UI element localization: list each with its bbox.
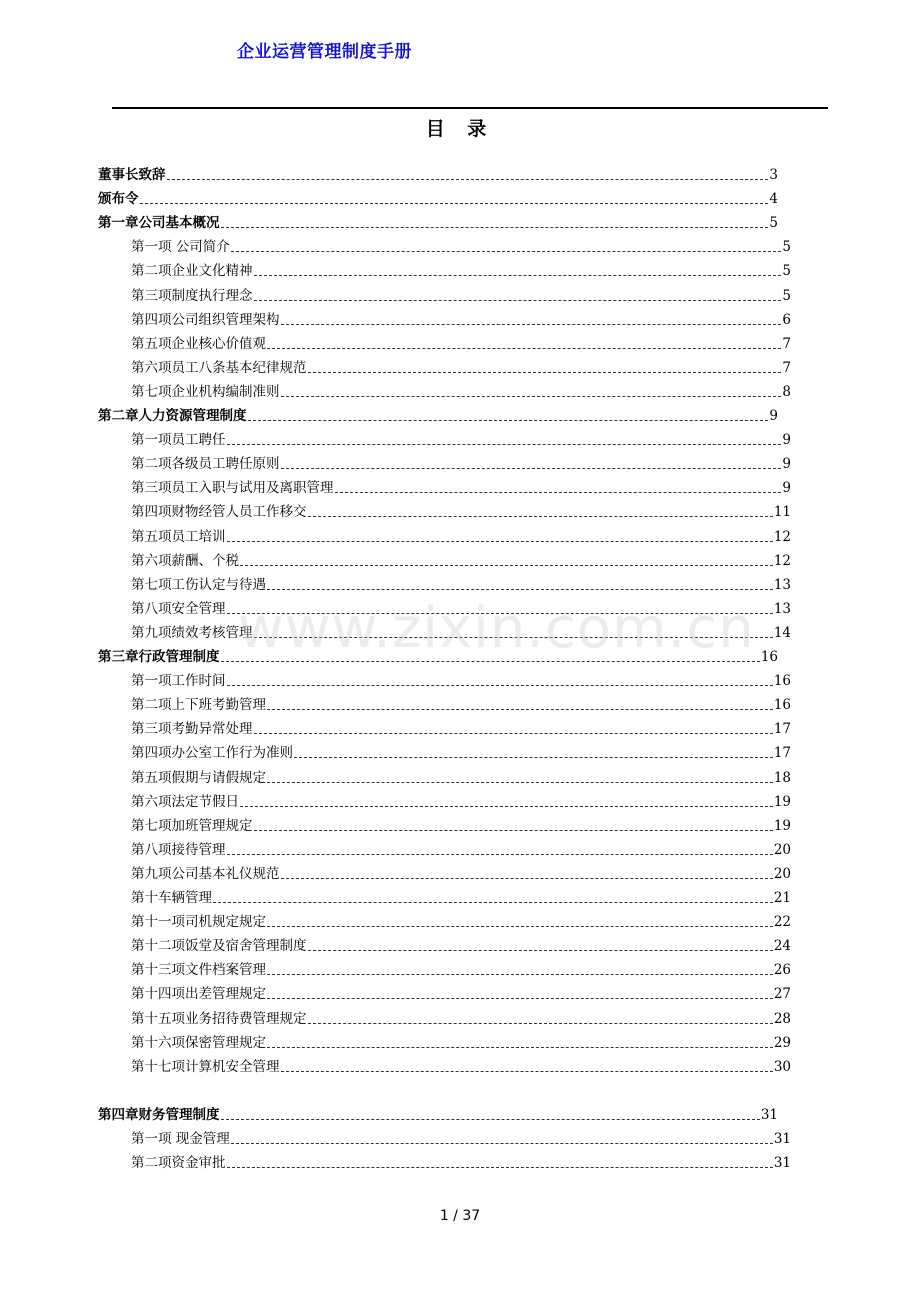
dot-leader [167,179,769,180]
toc-entry-page-number: 14 [773,624,791,641]
toc-entry-page-number: 31 [760,1106,778,1123]
dot-leader [221,1119,760,1120]
toc-entry-page-number: 8 [782,383,791,400]
toc-entry-page-number: 31 [773,1155,791,1171]
dot-leader [308,950,773,951]
dot-leader [140,203,769,204]
toc-entry-label: 第二项各级员工聘任原则 [131,456,280,473]
dot-leader [231,251,782,252]
dot-leader [308,516,773,517]
dot-leader [281,396,782,397]
toc-entry-label: 第一项员工聘任 [131,432,226,449]
toc-entry-page-number: 5 [782,263,791,280]
toc-entry-label: 第一章公司基本概况 [98,215,220,232]
toc-entry-label: 第三项员工入职与试用及离职管理 [131,480,334,497]
toc-entry-page-number: 18 [773,769,791,786]
toc-section-entry[interactable] [131,623,791,643]
dot-leader [281,878,773,879]
dot-leader [227,444,782,445]
toc-section-entry[interactable] [131,695,791,715]
toc-entry-page-number: 17 [773,721,791,738]
toc-entry-label: 第四项办公室工作行为准则 [131,745,293,762]
dot-leader [254,733,773,734]
toc-section-entry[interactable] [131,502,791,522]
toc-section-entry[interactable] [131,237,791,257]
dot-leader [281,1071,773,1072]
toc-section-entry[interactable] [131,912,791,932]
toc-section-entry[interactable] [131,816,791,836]
watermark: www.zixin.com.cn [238,596,755,661]
toc-section-entry[interactable] [131,358,791,378]
toc-entry-label: 第十三项文件档案管理 [131,962,266,979]
dot-leader [221,661,760,662]
toc-entry-page-number: 22 [773,914,791,931]
dot-leader [213,902,773,903]
toc-entry-label: 第五项假期与请假规定 [131,769,266,786]
dot-leader [281,468,782,469]
document-header-title: 企业运营管理制度手册 [237,42,412,62]
toc-entry-label: 第一项 公司简介 [131,239,230,256]
dot-leader [227,685,773,686]
dot-leader [227,613,773,614]
toc-section-entry[interactable] [131,1009,791,1029]
toc-entry-label: 第六项员工八条基本纪律规范 [131,359,307,376]
toc-entry-label: 董事长致辞 [98,167,166,183]
toc-entry-page-number: 19 [773,817,791,834]
toc-section-entry[interactable] [131,575,791,595]
toc-entry-label: 第三章行政管理制度 [98,649,220,665]
toc-section-entry[interactable] [131,1057,791,1077]
toc-entry-label: 第十六项保密管理规定 [131,1034,266,1051]
toc-section-entry[interactable] [131,1129,791,1149]
toc-section-entry[interactable] [131,454,791,474]
dot-leader [227,541,773,542]
toc-entry-label: 第五项企业核心价值观 [131,335,266,352]
toc-entry-label: 第九项公司基本礼仪规范 [131,865,280,882]
toc-entry-page-number: 21 [773,890,791,906]
toc-entry-page-number: 13 [773,600,791,617]
toc-section-entry[interactable] [131,1033,791,1053]
toc-chapter-entry[interactable] [98,406,778,426]
dot-leader [267,974,773,975]
toc-entry-page-number: 5 [782,287,791,304]
toc-entry-label: 第五项员工培训 [131,528,226,545]
toc-entry-page-number: 27 [773,986,791,1003]
toc-section-entry[interactable] [131,286,791,306]
toc-chapter-entry[interactable] [98,647,778,667]
dot-leader [308,1023,773,1024]
toc-entry-page-number: 9 [769,408,778,424]
toc-entry-page-number: 30 [773,1058,791,1075]
toc-entry-page-number: 9 [782,456,791,473]
toc-entry-page-number: 5 [769,215,778,232]
toc-entry-label: 第十四项出差管理规定 [131,986,266,1003]
dot-leader [267,926,773,927]
toc-entry-label: 第二项上下班考勤管理 [131,697,266,714]
toc-entry-label: 第四章财务管理制度 [98,1106,220,1123]
toc-section-entry[interactable] [131,478,791,498]
toc-entry-page-number: 31 [773,1130,791,1147]
toc-entry-page-number: 6 [782,311,791,328]
toc-entry-page-number: 3 [769,167,778,183]
toc-entry-page-number: 16 [760,649,778,665]
dot-leader [231,1143,773,1144]
dot-leader [248,420,769,421]
toc-entry-page-number: 24 [773,938,791,955]
toc-section-entry[interactable] [131,551,791,571]
toc-entry-label: 第八项安全管理 [131,600,226,617]
toc-entry-label: 第九项绩效考核管理 [131,624,253,641]
toc-chapter-entry[interactable] [98,189,778,209]
toc-entry-page-number: 9 [782,480,791,497]
toc-entry-label: 第八项接待管理 [131,841,226,858]
toc-entry-label: 第六项法定节假日 [131,793,239,810]
toc-section-entry[interactable] [131,430,791,450]
dot-leader [254,830,773,831]
toc-entry-page-number: 28 [773,1010,791,1027]
toc-entry-page-number: 4 [769,191,778,208]
toc-section-entry[interactable] [131,671,791,691]
toc-entry-label: 第七项企业机构编制准则 [131,383,280,400]
toc-section-entry[interactable] [131,1153,791,1173]
toc-entry-page-number: 26 [773,962,791,979]
dot-leader [267,1047,773,1048]
toc-entry-label: 第十二项饭堂及宿舍管理制度 [131,938,307,955]
toc-entry-label: 第三项考勤异常处理 [131,721,253,738]
toc-entry-page-number: 7 [782,335,791,352]
dot-leader [267,782,773,783]
toc-entry-label: 第十七项计算机安全管理 [131,1058,280,1075]
toc-entry-label: 颁布令 [98,191,139,208]
toc-entry-page-number: 13 [773,576,791,593]
dot-leader [240,565,773,566]
page-indicator: 1 / 37 [439,1208,481,1224]
toc-entry-page-number: 5 [782,239,791,256]
toc-section-entry[interactable] [131,936,791,956]
toc-entry-page-number: 12 [773,528,791,545]
toc-entry-page-number: 16 [773,673,791,690]
toc-entry-label: 第十一项司机规定规定 [131,914,266,931]
dot-leader [227,1167,773,1168]
dot-leader [294,757,773,758]
toc-section-entry[interactable] [131,599,791,619]
toc-entry-label: 第一项工作时间 [131,673,226,690]
toc-section-entry[interactable] [131,743,791,763]
toc-entry-page-number: 19 [773,793,791,810]
toc-section-entry[interactable] [131,888,791,908]
toc-section-entry[interactable] [131,792,791,812]
toc-section-entry[interactable] [131,310,791,330]
toc-chapter-entry[interactable] [98,213,778,233]
dot-leader [335,492,782,493]
dot-leader [281,324,782,325]
dot-leader [254,637,773,638]
toc-entry-label: 第四项财物经管人员工作移交 [131,504,307,521]
toc-entry-page-number: 29 [773,1034,791,1051]
toc-entry-page-number: 17 [773,745,791,762]
toc-section-entry[interactable] [131,527,791,547]
toc-entry-page-number: 7 [782,359,791,376]
toc-section-entry[interactable] [131,382,791,402]
toc-section-entry[interactable] [131,960,791,980]
toc-entry-label: 第三项制度执行理念 [131,287,253,304]
dot-leader [254,275,782,276]
toc-chapter-entry[interactable] [98,1105,778,1125]
toc-entry-label: 第十车辆管理 [131,890,212,906]
toc-section-entry[interactable] [131,840,791,860]
toc-entry-page-number: 12 [773,552,791,569]
toc-entry-label: 第七项工伤认定与待遇 [131,576,266,593]
toc-section-entry[interactable] [131,864,791,884]
toc-section-entry[interactable] [131,768,791,788]
toc-entry-page-number: 11 [773,504,791,521]
toc-entry-label: 第二项资金审批 [131,1155,226,1171]
dot-leader [308,372,782,373]
toc-section-entry[interactable] [131,261,791,281]
toc-section-entry[interactable] [131,719,791,739]
toc-entry-label: 第十五项业务招待费管理规定 [131,1010,307,1027]
dot-leader [227,854,773,855]
toc-entry-label: 第七项加班管理规定 [131,817,253,834]
toc-title: 目 录 [425,118,495,140]
toc-entry-label: 第二章人力资源管理制度 [98,408,247,424]
toc-entry-label: 第一项 现金管理 [131,1130,230,1147]
dot-leader [267,998,773,999]
toc-entry-page-number: 16 [773,697,791,714]
toc-entry-page-number: 9 [782,432,791,449]
toc-entry-label: 第四项公司组织管理架构 [131,311,280,328]
toc-entry-page-number: 20 [773,865,791,882]
toc-entry-label: 第二项企业文化精神 [131,263,253,280]
toc-section-entry[interactable] [131,984,791,1004]
dot-leader [267,589,773,590]
dot-leader [267,348,781,349]
toc-chapter-entry[interactable] [98,165,778,185]
toc-entry-page-number: 20 [773,841,791,858]
toc-entry-label: 第六项薪酬、个税 [131,552,239,569]
toc-section-entry[interactable] [131,334,791,354]
dot-leader [240,806,773,807]
dot-leader [221,227,769,228]
dot-leader [254,300,782,301]
dot-leader [267,709,773,710]
